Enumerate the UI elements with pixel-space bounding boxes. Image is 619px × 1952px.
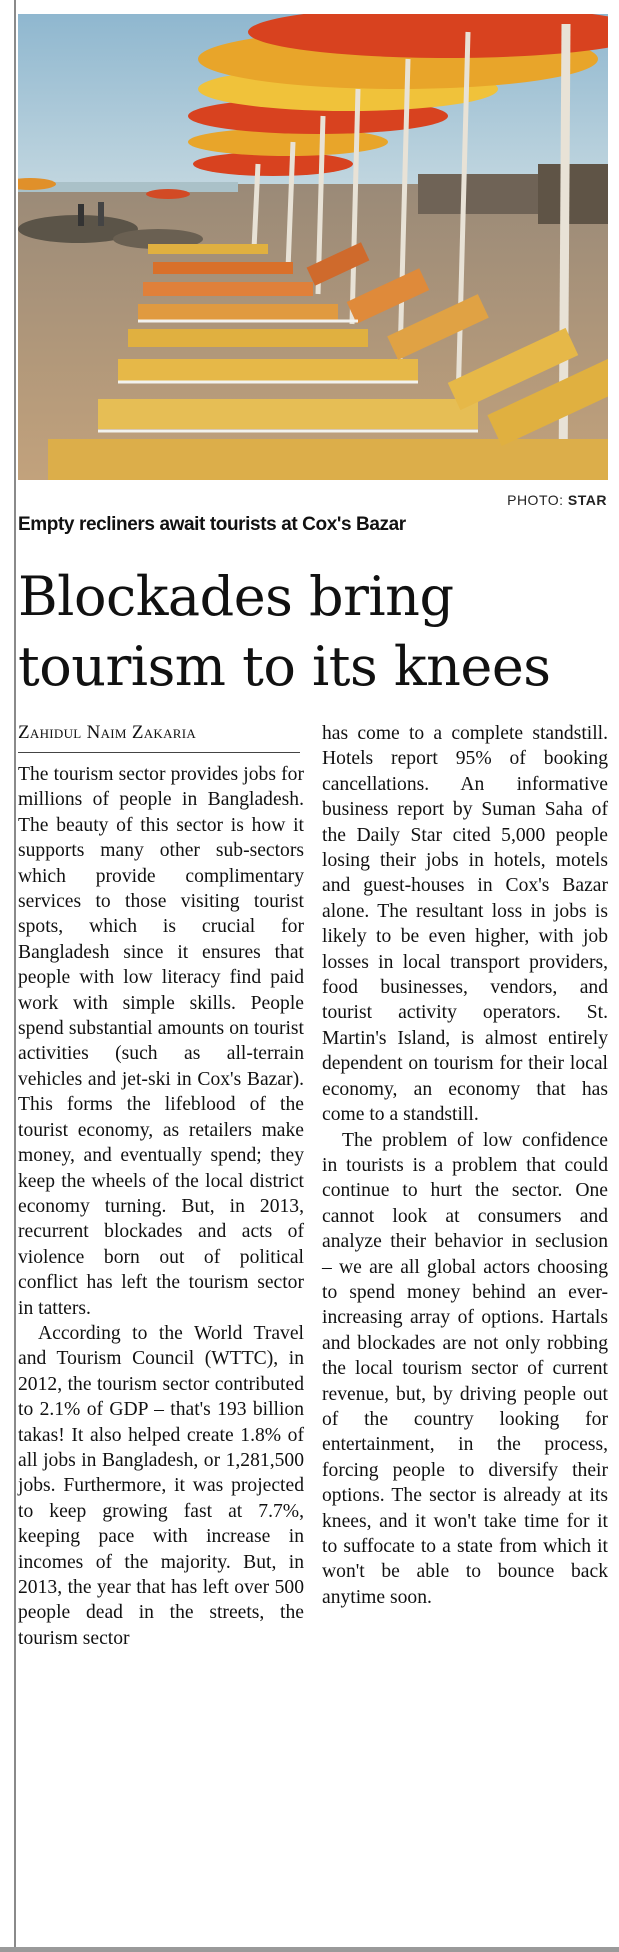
article-column-left: [18, 762, 304, 1651]
column-rule: [14, 0, 16, 1948]
headline: [18, 562, 614, 702]
article-paragraph-1: The tourism sector provides jobs for millions of people in Bangladesh. The beauty of this sector is how it supports many other sub-sectors which provide complimentary services to those visiting tourist spots, which is crucial for Bangladesh since it ensures that people with low literacy find paid work with simple skills. People spend substantial amounts on tourist activities (such as all-terrain vehicles and jet-ski in Cox's Bazar). This forms the lifeblood of the tourist economy, as retailers make money, and eventually spend; they keep the wheels of the local district economy turning. But, in 2013, recurrent blockades and acts of violence born out of political conflict has left the tourism sector in tatters.: [18, 764, 304, 1319]
article-paragraph-3: The problem of low confidence in tourists is a problem that could continue to hurt the sector. One cannot look at consumers and analyze their behavior in seclusion – we are all global actors choosing to spend money behind an ever-increasing array of options. Hartals and blockades are not only robbing the local tourism sector of current revenue, but, by driving people out of the country looking for entertainment, in the process, forcing people to diversify their options. The sector is already at its knees, and it won't take time for it to suffocate to a state from which it won't be able to bounce back anytime soon.: [322, 1129, 608, 1608]
article-paragraph-2: According to the World Travel and Tourism Council (WTTC), in 2012, the tourism sector contributed to 2.1% of GDP – that's 193 billion takas! It also helped create 1.8% of all jobs in Bangladesh, or 1,281,500 jobs. Furthermore, it was projected to keep growing fast at 7.7%, keeping pace with increase in incomes of the majority. But, in 2013, the year that has left over 500 people dead in the streets, the tourism sector: [18, 1322, 304, 1649]
article-column-right: [322, 721, 608, 1610]
article-paragraph-2-continued: has come to a complete standstill. Hotels report 95% of booking cancellations. An informative business report by Suman Saha of the Daily Star cited 5,000 people losing their jobs in hotels, motels and guest-houses in Cox's Bazar alone. The resultant loss in jobs is likely to be even higher, with job losses in local transport providers, food businesses, vendors, and tourist activity operators. St. Martin's Island, is almost entirely dependent on tourism for their local economy, an economy that has come to a standstill.: [322, 723, 608, 1126]
byline-divider: [18, 752, 300, 753]
headline-line-1: Blockades bring: [18, 565, 454, 628]
photo-credit: PHOTO: STAR: [507, 492, 607, 508]
byline: Zahidul Naim Zakaria: [18, 722, 197, 743]
page-bottom-rule: [0, 1947, 619, 1952]
beach-recliners-photo: [18, 14, 608, 480]
headline-line-2: tourism to its knees: [18, 635, 551, 698]
photo-caption: Empty recliners await tourists at Cox's Bazar: [18, 514, 406, 535]
